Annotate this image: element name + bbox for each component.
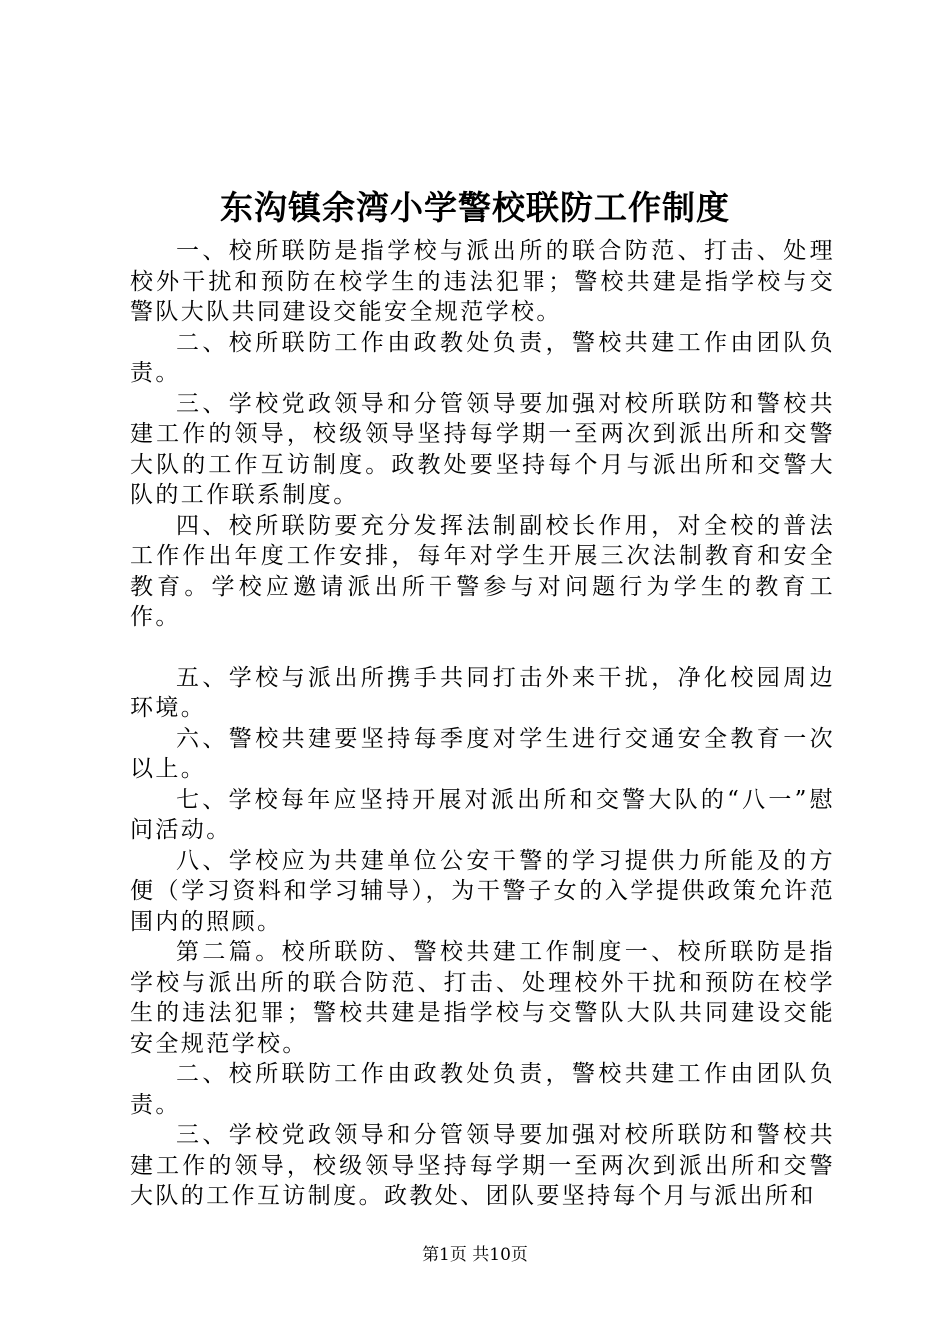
paragraph-2: 二、校所联防工作由政教处负责，警校共建工作由团队负责。 xyxy=(130,329,835,386)
paragraph-7: 七、学校每年应坚持开展对派出所和交警大队的“八一”慰问活动。 xyxy=(130,786,835,843)
document-title: 东沟镇余湾小学警校联防工作制度 xyxy=(220,188,730,227)
paragraph-3: 三、学校党政领导和分管领导要加强对校所联防和警校共建工作的领导，校级领导坚持每学期一至两次到派出所和交警大队的工作互访制度。政教处要坚持每个月与派出所和交警大队的工作联系制度。 xyxy=(130,390,835,508)
document-body xyxy=(130,236,835,1212)
paragraph-4: 四、校所联防要充分发挥法制副校长作用，对全校的普法工作作出年度工作安排，每年对学生开展三次法制教育和安全教育。学校应邀请派出所干警参与对问题行为学生的教育工作。 xyxy=(130,512,835,630)
paragraph-10: 二、校所联防工作由政教处负责，警校共建工作由团队负责。 xyxy=(130,1061,835,1118)
paragraph-11: 三、学校党政领导和分管领导要加强对校所联防和警校共建工作的领导，校级领导坚持每学期一至两次到派出所和交警大队的工作互访制度。政教处、团队要坚持每个月与派出所和 xyxy=(130,1122,835,1209)
paragraph-5: 五、学校与派出所携手共同打击外来干扰，净化校园周边环境。 xyxy=(130,664,835,721)
paragraph-1: 一、校所联防是指学校与派出所的联合防范、打击、处理校外干扰和预防在校学生的违法犯罪；警校共建是指学校与交警队大队共同建设交能安全规范学校。 xyxy=(130,238,835,325)
paragraph-6: 六、警校共建要坚持每季度对学生进行交通安全教育一次以上。 xyxy=(130,725,835,782)
paragraph-8: 八、学校应为共建单位公安干警的学习提供力所能及的方便（学习资料和学习辅导），为干警子女的入学提供政策允许范围内的照顾。 xyxy=(130,847,835,935)
page-footer: 第1页 共10页 xyxy=(422,1245,528,1265)
paragraph-9: 第二篇。校所联防、警校共建工作制度一、校所联防是指学校与派出所的联合防范、打击、处理校外干扰和预防在校学生的违法犯罪；警校共建是指学校与交警队大队共同建设交能安全规范学校。 xyxy=(130,939,835,1057)
